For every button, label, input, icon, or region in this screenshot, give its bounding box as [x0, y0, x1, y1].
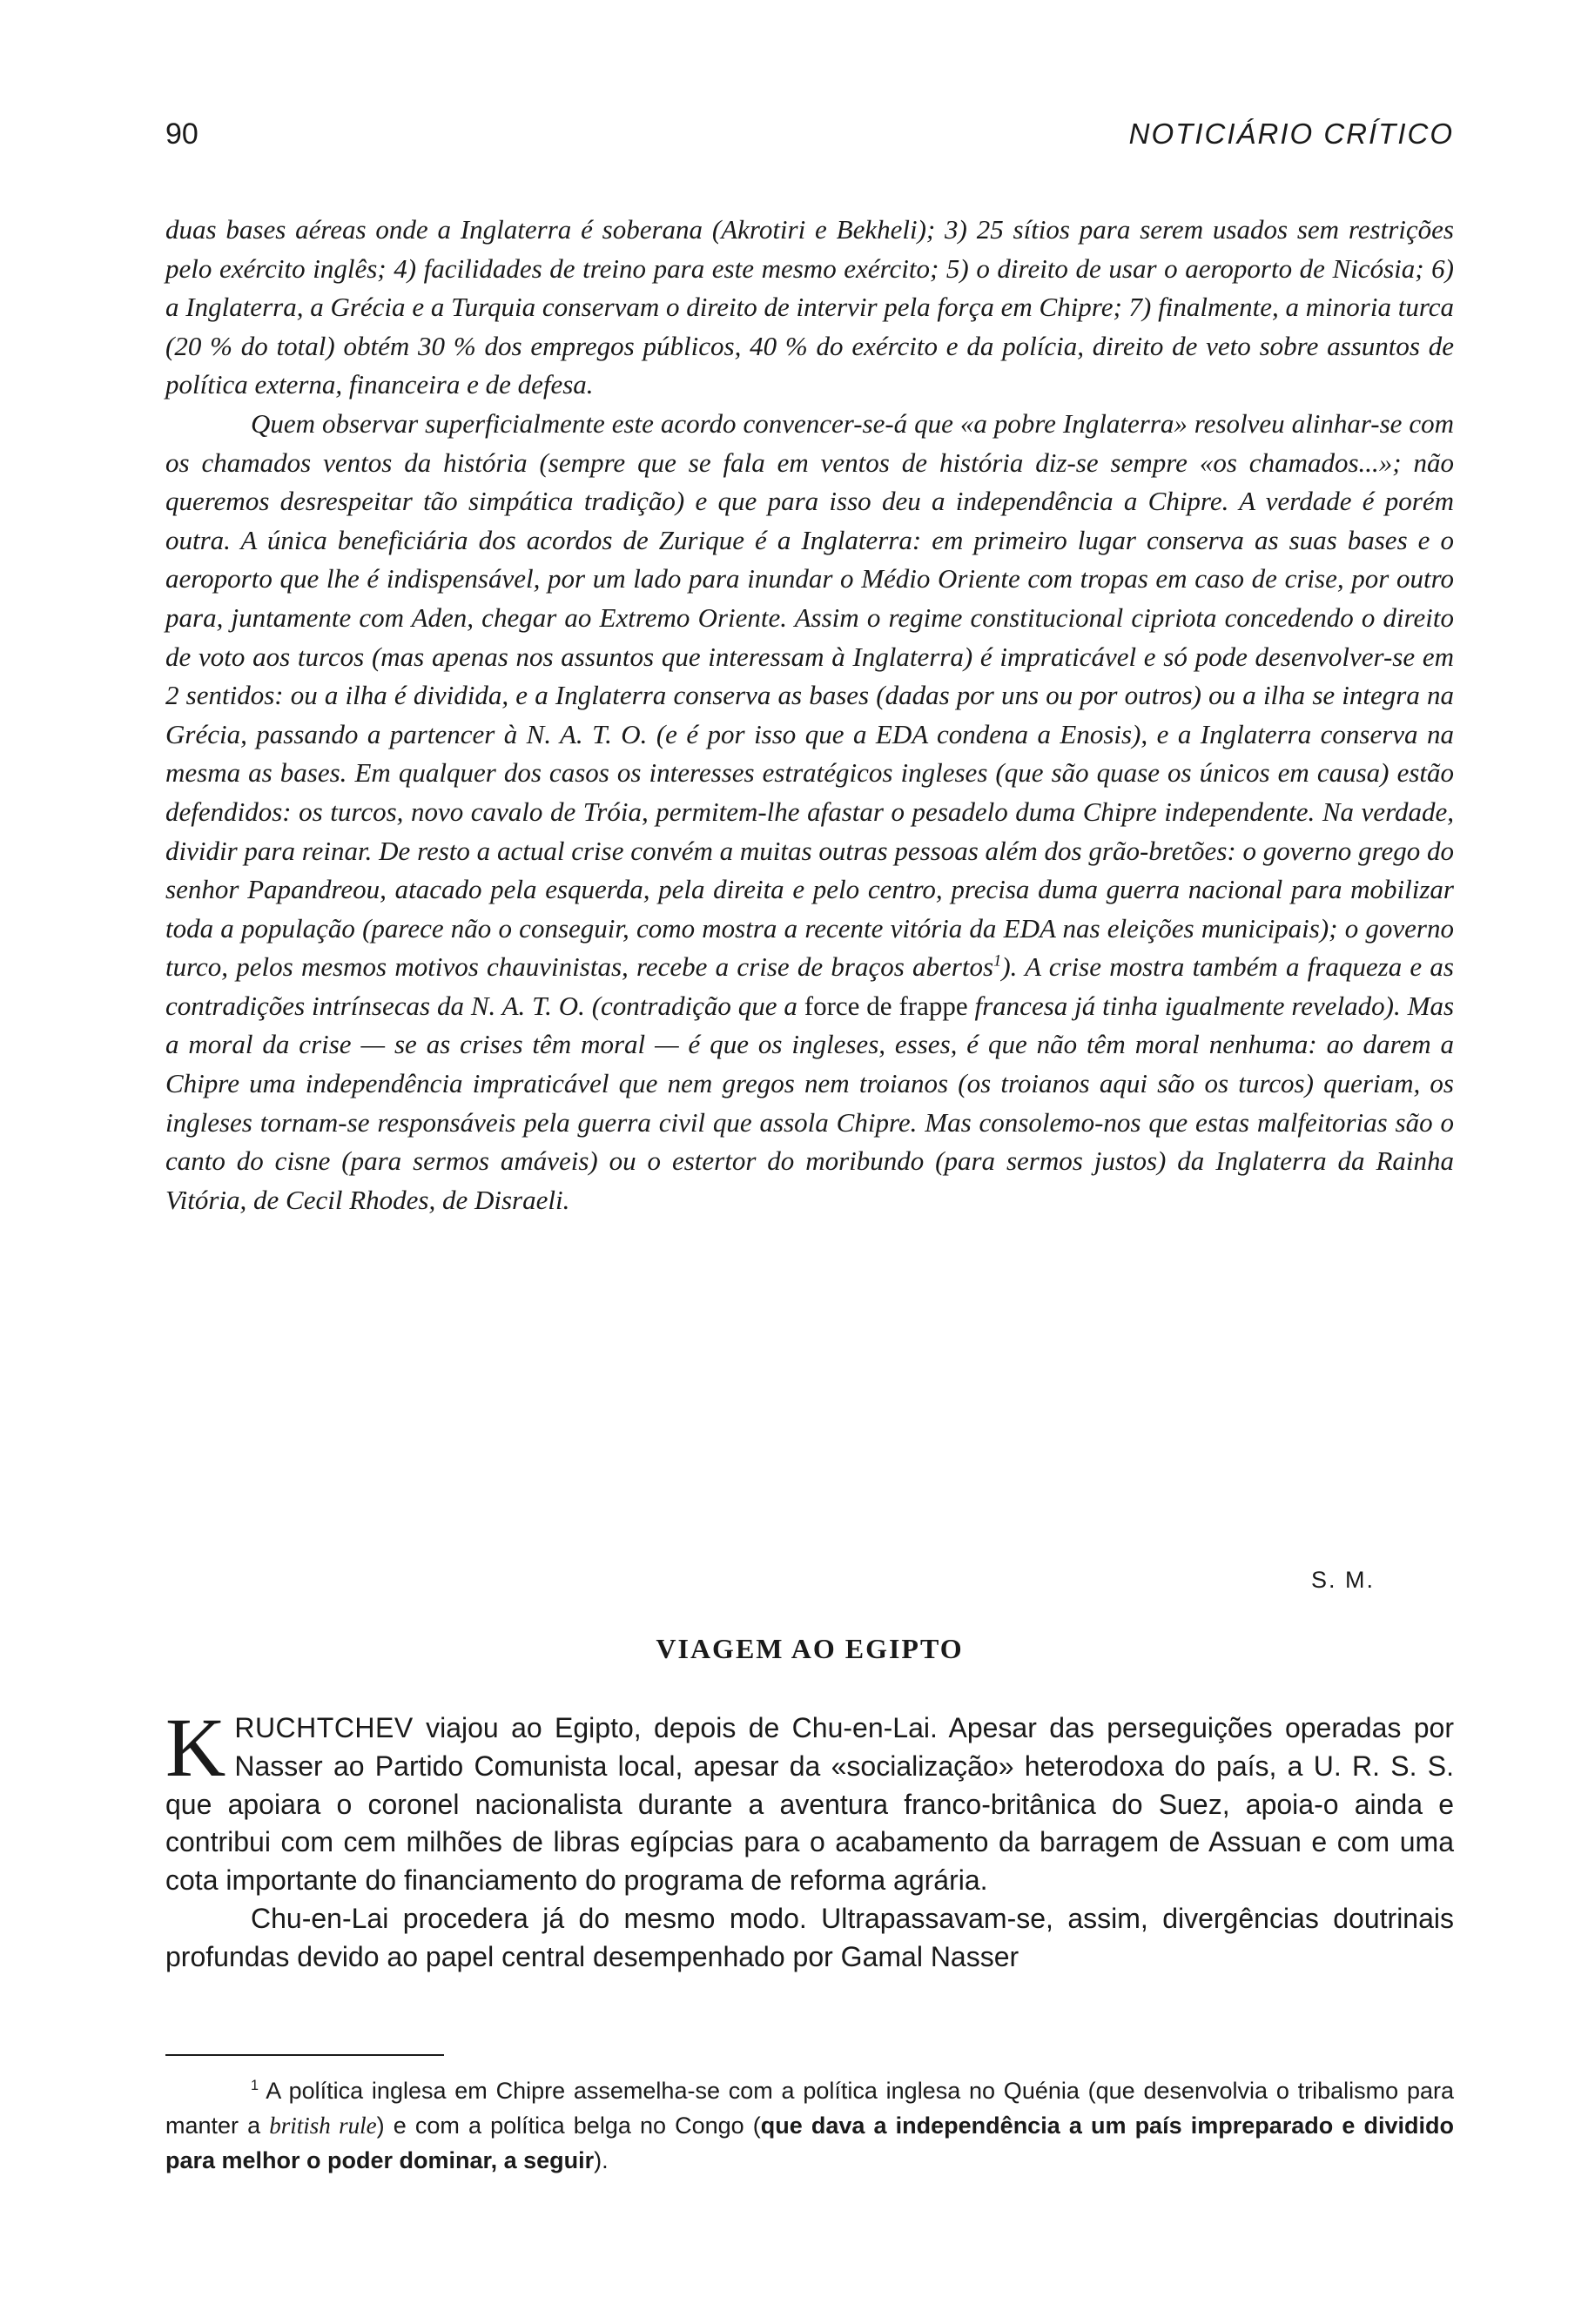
footnote-divider [165, 2054, 444, 2056]
footnote-emphasis: que dava a independência a um país impreparado e dividido para melhor o poder dominar, a seguir [165, 2112, 1454, 2173]
page-number: 90 [165, 118, 198, 151]
footnote-reference: 1 [993, 951, 1002, 971]
paragraph [165, 405, 1454, 1219]
paragraph-text: ). A crise mostra também a fraqueza e as contradições intrínsecas da N. A. T. O. (contradição que a [165, 951, 1454, 1021]
section-title: VIAGEM AO EGIPTO [656, 1633, 964, 1664]
article-continuation [165, 211, 1454, 1219]
author-signature: S. M. [1310, 1567, 1375, 1593]
running-head: NOTICIÁRIO CRÍTICO [1128, 118, 1454, 150]
paragraph [165, 1701, 1454, 1900]
footnote-text: ). [594, 2147, 609, 2173]
paragraph-text: francesa já tinha igualmente revelado). Mas a moral da crise — se as crises têm moral — é que os ingleses, esses, é que não têm moral nenhuma: ao darem a Chipre uma independência impraticável que nem gregos nem troianos (os troianos aqui são os turcos) queriam, os ingleses tornam-se responsáveis pela guerra civil que assola Chipre. Mas consolemo-nos que estas malfeitorias são o canto do cisne (para sermos amáveis) ou o estertor do moribundo (para sermos justos) da Inglaterra da Rainha Vitória, de Cecil Rhodes, de Disraeli. [165, 990, 1455, 1215]
footnote [165, 2073, 1454, 2178]
foreign-term: british rule [269, 2112, 377, 2139]
footnote-text: A política inglesa em Chipre assemelha-se com a política inglesa no Quénia (que desenvolvia o tribalismo para manter a [165, 2078, 1454, 2139]
paragraph-text: viajou ao Egipto, depois de Chu-en-Lai. Apesar das perseguições operadas por Nasser ao Partido Comunista local, apesar da «socialização» heterodoxa do país, a U. R. S. S. que apoiara o coronel nacionalista durante a aventura franco-britânica do Suez, apoia-o ainda e contribui com cem milhões de libras egípcias para o acabamento da barragem de Assuan e com uma cota importante do financiamento do programa de reforma agrária. [165, 1712, 1454, 1897]
paragraph: duas bases aéreas onde a Inglaterra é soberana (Akrotiri e Bekheli); 3) 25 sítios para serem usados sem restrições pelo exército inglês; 4) facilidades de treino para este mesmo exército; 5) o direito de usar o aeroporto de Nicósia; 6) a Inglaterra, a Grécia e a Turquia conservam o direito de intervir pela força em Chipre; 7) finalmente, a minoria turca (20 % do total) obtém 30 % dos empregos públicos, 40 % do exército e da polícia, direito de veto sobre assuntos de política externa, financeira e de defesa. [165, 214, 1454, 400]
paragraph: Chu-en-Lai procedera já do mesmo modo. Ultrapassavam-se, assim, divergências doutrinais profundas devido ao papel central desempenhado por Gamal Nasser [165, 1902, 1454, 1972]
page-header [165, 118, 1454, 161]
paragraph-text: Quem observar superficialmente este acordo convencer-se-á que «a pobre Inglaterra» resolveu alinhar-se com os chamados ventos da história (sempre que se fala em ventos de história diz-se sempre «os chamados...»; não queremos desrespeitar tão simpática tradição) e que para isso deu a independência a Chipre. A verdade é porém outra. A única beneficiária dos acordos de Zurique é a Inglaterra: em primeiro lugar conserva as suas bases e o aeroporto que lhe é indispensável, por um lado para inundar o Médio Oriente com tropas em caso de crise, por outro para, juntamente com Aden, chegar ao Extremo Oriente. Assim o regime constitucional cipriota concedendo o direito de voto aos turcos (mas apenas nos assuntos que interessam à Inglaterra) é impraticável e só pode desenvolver-se em 2 sentidos: ou a ilha é dividida, e a Inglaterra conserva as bases (dadas por uns ou por outros) ou a ilha se integra na Grécia, passando a partencer à N. A. T. O. (e é por isso que a EDA condena a Enosis), e a Inglaterra conserva na mesma as bases. Em qualquer dos casos os interesses estratégicos ingleses (que são quase os únicos em causa) estão defendidos: os turcos, novo cavalo de Tróia, permitem-lhe afastar o pesadelo duma Chipre independente. Na verdade, dividir para reinar. De resto a actual crise convém a muitas outras pessoas além dos grão-bretões: o governo grego do senhor Papandreou, atacado pela esquerda, pela direita e pelo centro, precisa duma guerra nacional para mobilizar toda a população (parece não o conseguir, como mostra a recente vitória da EDA nas eleições municipais); o governo turco, pelos mesmos motivos chauvinistas, recebe a crise de braços abertos [165, 407, 1454, 983]
footnote-text: ) e com a política belga no Congo ( [376, 2112, 761, 2139]
section-body [165, 1701, 1454, 1977]
foreign-term: force de frappe [804, 990, 968, 1021]
footnote-marker: 1 [251, 2078, 259, 2093]
drop-cap: K [165, 1701, 226, 1794]
lead-word: RUCHTCHEV [234, 1712, 414, 1743]
